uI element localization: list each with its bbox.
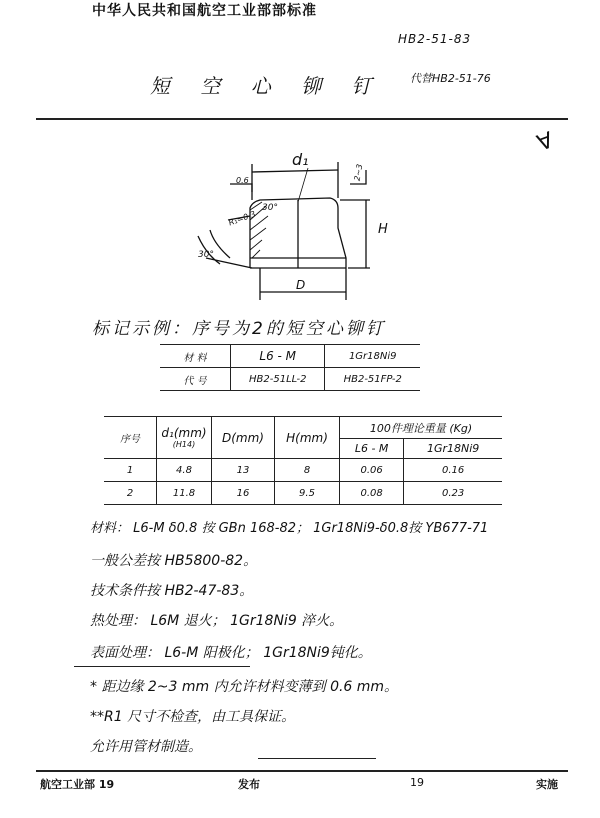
spec-table xyxy=(104,416,502,505)
table-cell: 11.8 xyxy=(157,482,212,505)
replaces-standard: 代替HB2-51-76 xyxy=(410,72,491,85)
header-weight-l6m: L6 - M xyxy=(340,439,404,459)
dim-30-outer: 30° xyxy=(198,250,214,260)
table-row xyxy=(104,459,502,482)
table-row xyxy=(160,368,420,391)
material-table xyxy=(160,344,420,391)
footer-publish: 发布 xyxy=(238,778,260,791)
notes-divider xyxy=(74,666,250,667)
page-title: 短 空 心 铆 钉 xyxy=(150,74,384,98)
dim-r1: R₁=0.3 xyxy=(227,209,257,228)
note-tolerance: 一般公差按 HB5800-82。 xyxy=(90,553,258,569)
table-cell: 9.5 xyxy=(275,482,340,505)
standard-number: HB2-51-83 xyxy=(398,32,472,46)
footer-rule xyxy=(36,770,568,772)
table-cell: 2 xyxy=(104,482,157,505)
header-weight: 100件理论重量 (Kg) xyxy=(340,417,503,439)
dim-d1: d₁ xyxy=(292,150,309,169)
table-cell: 1Gr18Ni9 xyxy=(325,345,420,368)
header-weight-1gr: 1Gr18Ni9 xyxy=(404,439,502,459)
header-H: H(mm) xyxy=(275,417,340,459)
marking-example: 标记示例：序号为2的短空心铆钉 xyxy=(92,319,386,339)
header-d1 xyxy=(157,417,212,459)
end-rule xyxy=(258,758,376,759)
table-cell: 1 xyxy=(104,459,157,482)
header-D: D(mm) xyxy=(212,417,275,459)
footer-implement: 实施 xyxy=(536,778,558,791)
note-surface-treatment: 表面处理： L6-M 阳极化； 1Gr18Ni9钝化。 xyxy=(90,645,372,661)
table-cell: 0.16 xyxy=(404,459,502,482)
roughness-symbol: ∀ xyxy=(534,128,557,157)
note-tech-conditions: 技术条件按 HB2-47-83。 xyxy=(90,583,254,599)
table-cell: HB2-51LL-2 xyxy=(231,368,325,391)
dim-H: H xyxy=(378,222,388,237)
table-cell: 代 号 xyxy=(160,368,231,391)
header-seq: 序号 xyxy=(104,417,157,459)
header-d1-label: d₁(mm) xyxy=(161,426,207,440)
table-cell: 0.23 xyxy=(404,482,502,505)
dim-D: D xyxy=(296,278,306,292)
table-row xyxy=(104,482,502,505)
dim-0-6: 0.6 xyxy=(236,176,249,185)
table-cell: HB2-51FP-2 xyxy=(325,368,420,391)
dim-30-inner: 30° xyxy=(262,203,278,213)
note-heat-treatment: 热处理： L6M 退火； 1Gr18Ni9 淬火。 xyxy=(90,613,344,629)
dim-2-3: 2~3 xyxy=(352,163,365,182)
footer-number: 19 xyxy=(410,776,424,789)
table-cell: 16 xyxy=(212,482,275,505)
table-cell: 0.06 xyxy=(340,459,404,482)
note-r1: **R1 尺寸不检查，由工具保证。 xyxy=(90,709,296,725)
header-rule xyxy=(36,118,568,120)
leader-arrow xyxy=(298,168,308,202)
footer-issuer: 航空工业部 19 xyxy=(40,778,115,791)
table-cell: L6 - M xyxy=(231,345,325,368)
table-row xyxy=(160,345,420,368)
header-d1-tol: (H14) xyxy=(172,440,196,449)
standard-org-title: 中华人民共和国航空工业部部标准 xyxy=(92,3,317,19)
note-tube-material: 允许用管材制造。 xyxy=(90,739,202,755)
table-cell: 13 xyxy=(212,459,275,482)
table-cell: 4.8 xyxy=(157,459,212,482)
table-cell: 8 xyxy=(275,459,340,482)
table-cell: 材 料 xyxy=(160,345,231,368)
note-edge-thinning: * 距边缘 2~3 mm 内允许材料变薄到 0.6 mm。 xyxy=(90,679,399,695)
note-material: 材料： L6-M δ0.8 按 GBn 168-82； 1Gr18Ni9-δ0.8按 YB677-71 xyxy=(90,521,489,536)
table-cell: 0.08 xyxy=(340,482,404,505)
